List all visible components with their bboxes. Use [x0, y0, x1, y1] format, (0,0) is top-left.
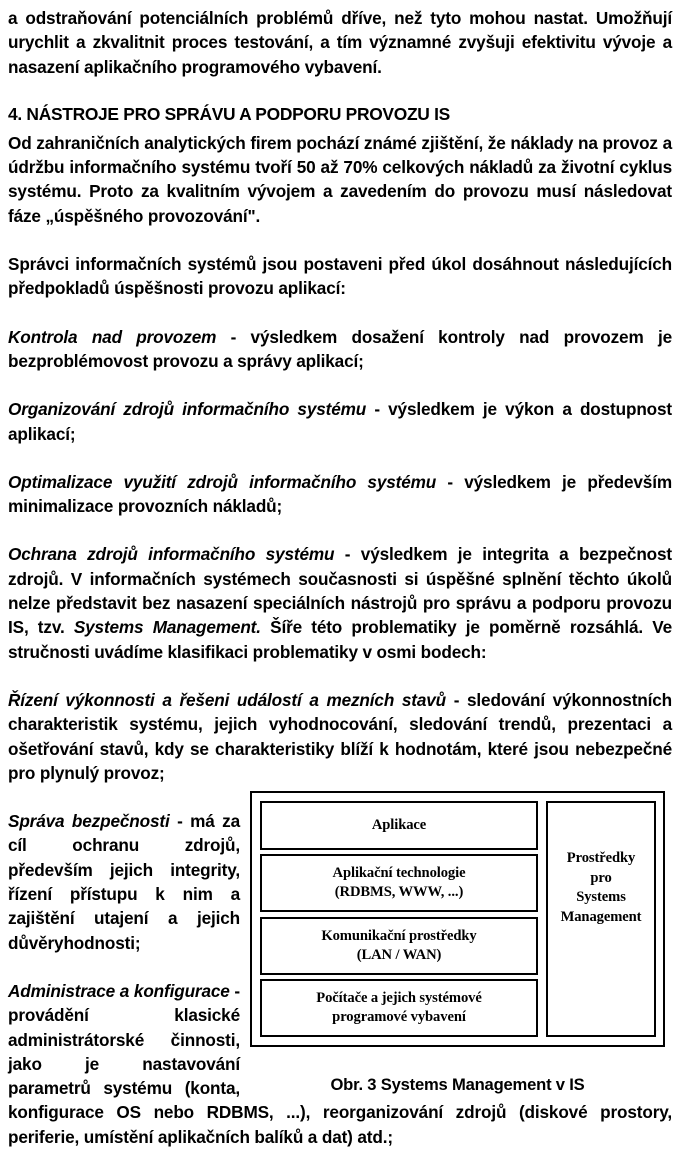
list-item-sprava-lead: Správa bezpečnosti	[8, 811, 170, 832]
diagram-box-komunikacni-prostredky	[260, 917, 538, 975]
list-item-ochrana	[8, 542, 672, 663]
figure-caption: Obr. 3 Systems Management v IS	[330, 1075, 585, 1095]
diagram-box-prostredky-systems-management	[546, 801, 656, 1037]
list-item-kontrola	[8, 325, 672, 374]
list-item-administrace-rest: - provádění klasické administrátorské činnosti, jako je nastavování parametrů systému (konta, konfigurace OS nebo RDBMS, ...), reorganizování zdrojů (diskové prostory, periferie, umístění aplikačních balíků a dat) atd.;	[8, 980, 672, 1147]
figure-systems-management	[250, 791, 672, 1095]
list-item-rizeni	[8, 688, 672, 785]
list-item-organizovani	[8, 397, 672, 446]
list-item-kontrola-lead: Kontrola nad provozem	[8, 326, 217, 347]
diagram-box-komunikacni-prostredky-line2: (LAN / WAN)	[356, 946, 442, 963]
diagram-box-pocitace	[260, 979, 538, 1037]
list-item-ochrana-lead: Ochrana zdrojů informačního systému	[8, 544, 335, 565]
list-item-rizeni-lead: Řízení výkonnosti a řešeni událostí a mezních stavů	[8, 689, 447, 710]
paragraph-intro: a odstraňování potenciálních problémů dříve, než tyto mohou nastat. Umožňují urychlit a zkvalitnit proces testování, a tím významné zvyšuji efektivitu vývoje a nasazení aplikačního programového vybavení.	[8, 8, 672, 77]
diagram-box-pocitace-line1: Počítače a jejich systémové	[316, 990, 482, 1007]
diagram-side-line-3: Systems	[576, 889, 626, 906]
diagram-box-aplikacni-technologie-line2: (RDBMS, WWW, ...)	[334, 884, 464, 901]
diagram-side-line-2: pro	[590, 869, 612, 886]
list-item-kontrola-rest: - výsledkem dosažení kontroly nad provozem je bezproblémovost provozu a správy aplikací;	[8, 326, 672, 371]
list-item-ochrana-rest2: Šíře této problematiky je poměrně rozsáhlá. Ve stručnosti uvádíme klasifikaci problematiky v osmi bodech:	[8, 617, 672, 662]
diagram-box-aplikacni-technologie-line1: Aplikační technologie	[332, 865, 466, 882]
diagram-box-aplikacni-technologie	[260, 854, 538, 912]
list-item-sprava-rest: - má za cíl ochranu zdrojů, především jejich integrity, řízení přístupu k nim a zajištění utajení a jejich důvěryhodnosti;	[8, 811, 241, 953]
diagram-box-aplikace	[260, 801, 538, 850]
list-item-optimalizace	[8, 470, 672, 519]
list-item-organizovani-lead: Organizování zdrojů informačního systému	[8, 399, 367, 420]
list-item-rizeni-rest: - sledování výkonnostních charakteristik systému, jejich vyhodnocování, sledování trendů, prezentaci a ošetřování stavů, kdy se charakteristiky blíží k hodnotám, které jsou nebezpečné pro plynulý provoz;	[8, 689, 673, 783]
list-item-administrace-lead: Administrace a konfigurace	[8, 980, 230, 1001]
section-heading: 4. NÁSTROJE PRO SPRÁVU A PODPORU PROVOZU IS	[8, 103, 450, 124]
page-content	[8, 6, 672, 1149]
list-item-organizovani-rest: - výsledkem je výkon a dostupnost aplikací;	[8, 399, 673, 444]
diagram-side-line-4: Management	[560, 908, 642, 925]
diagram-layer-stack	[260, 801, 538, 1037]
paragraph-costs: Od zahraničních analytických firem pochází známé zjištění, že náklady na provoz a údržbu informačního systému tvoří 50 až 70% celkových nákladů za životní cyklus systému. Proto za kvalitním vývojem a zavedením do provozu musí následovat fáze „úspěšného provozování".	[8, 132, 672, 226]
diagram-box-komunikacni-prostredky-line1: Komunikační prostředky	[321, 927, 477, 944]
diagram-outer-frame	[250, 791, 665, 1047]
diagram-box-aplikace-label: Aplikace	[371, 817, 427, 834]
diagram-side-line-1: Prostředky	[566, 850, 636, 867]
list-item-optimalizace-lead: Optimalizace využití zdrojů informačního systému	[8, 471, 437, 492]
paragraph-administrators: Správci informačních systémů jsou postaveni před úkol dosáhnout následujících předpokladů úspěšnosti provozu aplikací:	[8, 254, 672, 299]
list-item-ochrana-rest: - výsledkem je integrita a bezpečnost zdrojů. V informačních systémech současnosti si úspěšné splnění těchto úkolů nelze představit bez nasazení speciálních nástrojů pro správu a podporu provozu IS, tzv.	[8, 544, 673, 638]
list-item-optimalizace-rest: - výsledkem je především minimalizace provozních nákladů;	[8, 471, 672, 517]
diagram-box-pocitace-line2: programové vybavení	[332, 1009, 466, 1026]
list-item-ochrana-term: Systems Management.	[73, 617, 261, 638]
